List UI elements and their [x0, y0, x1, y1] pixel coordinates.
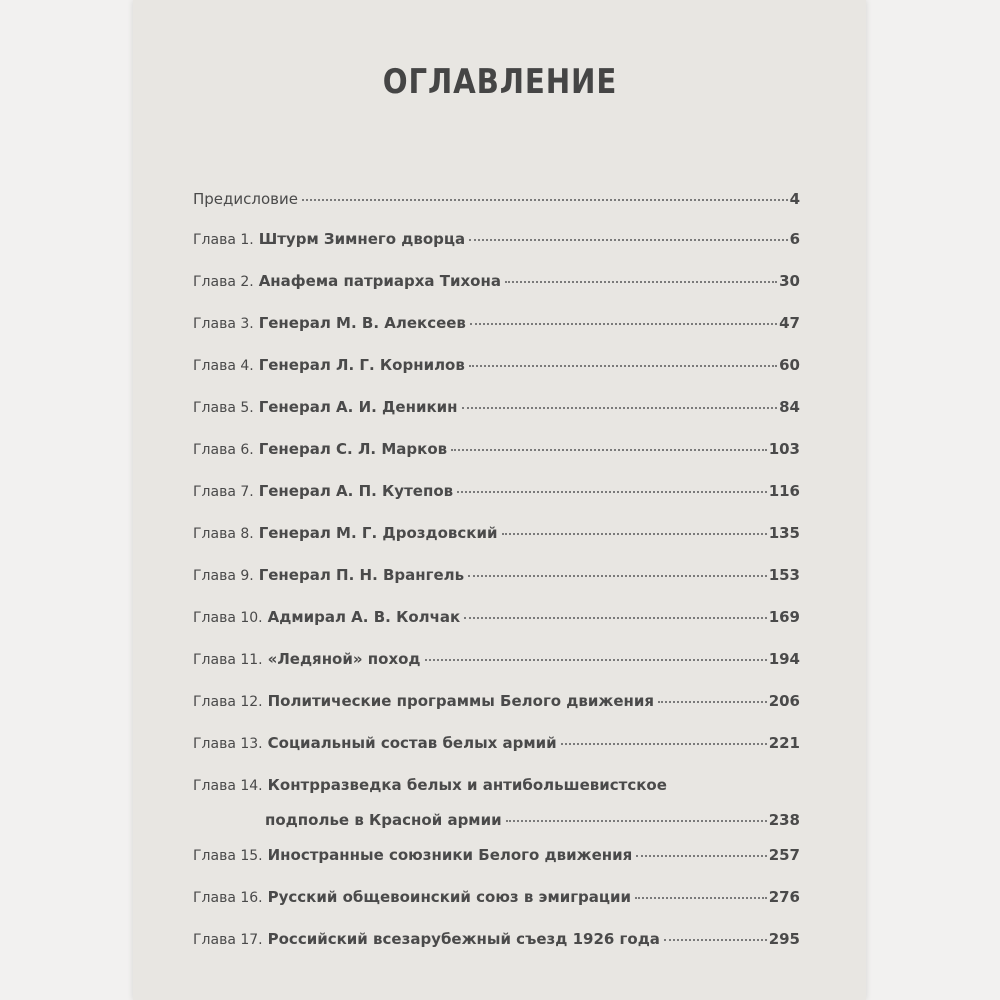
chapter-label: Глава 8.	[193, 526, 254, 542]
dot-leader	[470, 322, 777, 325]
page-number: 4	[789, 190, 800, 208]
toc-entry-chapter-1	[193, 230, 800, 252]
dot-leader	[561, 742, 767, 745]
toc-entry-chapter-15	[193, 846, 800, 868]
page-number: 221	[768, 734, 800, 752]
page-number: 135	[768, 524, 800, 542]
toc-entry-chapter-17	[193, 930, 800, 952]
dot-leader	[658, 700, 767, 703]
chapter-label: Глава 10.	[193, 610, 263, 626]
dot-leader	[502, 532, 767, 535]
entry-title: Анафема патриарха Тихона	[258, 272, 501, 290]
toc-entry-chapter-4	[193, 356, 800, 378]
entry-title: «Ледяной» поход	[267, 650, 421, 668]
page-number: 6	[789, 230, 800, 248]
entry-title: Штурм Зимнего дворца	[258, 230, 466, 248]
entry-title: Генерал Л. Г. Корнилов	[258, 356, 465, 374]
dot-leader	[636, 854, 766, 857]
dot-leader	[464, 616, 766, 619]
entry-title: Генерал А. П. Кутепов	[258, 482, 454, 500]
chapter-label: Глава 12.	[193, 694, 263, 710]
dot-leader	[302, 198, 788, 201]
chapter-label: Глава 7.	[193, 484, 254, 500]
dot-leader	[462, 406, 778, 409]
entry-title: Предисловие	[193, 190, 298, 208]
dot-leader	[664, 938, 767, 941]
page-number: 84	[779, 398, 800, 416]
page-number: 116	[768, 482, 800, 500]
page-title: ОГЛАВЛЕНИЕ	[382, 62, 618, 102]
entry-title: Генерал П. Н. Врангель	[258, 566, 465, 584]
dot-leader	[425, 658, 767, 661]
chapter-label: Глава 6.	[193, 442, 254, 458]
chapter-label: Глава 17.	[193, 932, 263, 948]
toc-entry-chapter-6	[193, 440, 800, 462]
page-number: 60	[779, 356, 800, 374]
chapter-label: Глава 9.	[193, 568, 254, 584]
entry-title: Контрразведка белых и антибольшевистское	[267, 776, 667, 794]
page-number: 194	[768, 650, 800, 668]
chapter-label: Глава 15.	[193, 848, 263, 864]
toc-entry-chapter-2	[193, 272, 800, 294]
entry-title: Иностранные союзники Белого движения	[267, 846, 633, 864]
chapter-label: Глава 2.	[193, 274, 254, 290]
toc-entry-chapter-13	[193, 734, 800, 756]
chapter-label: Глава 13.	[193, 736, 263, 752]
toc-entry-chapter-11	[193, 650, 800, 672]
page-number: 153	[768, 566, 800, 584]
entry-title: Генерал М. Г. Дроздовский	[258, 524, 498, 542]
entry-title: Генерал С. Л. Марков	[258, 440, 448, 458]
page-number: 47	[779, 314, 800, 332]
toc-entry-chapter-8	[193, 524, 800, 546]
toc-entry-preface	[193, 190, 800, 212]
chapter-label: Глава 4.	[193, 358, 254, 374]
chapter-label: Глава 5.	[193, 400, 254, 416]
entry-title: Адмирал А. В. Колчак	[267, 608, 461, 626]
chapter-label: Глава 14.	[193, 778, 263, 794]
entry-title: Русский общевоинский союз в эмиграции	[267, 888, 632, 906]
toc-entry-chapter-14	[193, 776, 800, 833]
dot-leader	[635, 896, 767, 899]
toc-entry-chapter-12	[193, 692, 800, 714]
page-number: 238	[768, 811, 800, 829]
entry-title: Политические программы Белого движения	[267, 692, 655, 710]
page-number: 257	[768, 846, 800, 864]
dot-leader	[451, 448, 767, 451]
dot-leader	[468, 574, 767, 577]
entry-title-continuation: подполье в Красной армии	[265, 811, 502, 829]
chapter-label: Глава 1.	[193, 232, 254, 248]
page-number: 276	[768, 888, 800, 906]
toc-entry-chapter-3	[193, 314, 800, 336]
toc-entry-chapter-9	[193, 566, 800, 588]
dot-leader	[505, 280, 777, 283]
page-number: 295	[768, 930, 800, 948]
chapter-label: Глава 16.	[193, 890, 263, 906]
page-number: 30	[779, 272, 800, 290]
page-number: 206	[768, 692, 800, 710]
chapter-label: Глава 11.	[193, 652, 263, 668]
toc-entry-chapter-5	[193, 398, 800, 420]
toc-entry-chapter-16	[193, 888, 800, 910]
page-number: 169	[768, 608, 800, 626]
dot-leader	[506, 819, 767, 822]
toc-entry-chapter-10	[193, 608, 800, 630]
dot-leader	[469, 364, 777, 367]
toc-entry-chapter-7	[193, 482, 800, 504]
entry-title: Социальный состав белых армий	[267, 734, 557, 752]
entry-title: Генерал М. В. Алексеев	[258, 314, 466, 332]
dot-leader	[457, 490, 767, 493]
entry-title: Генерал А. И. Деникин	[258, 398, 458, 416]
entry-title: Российский всезарубежный съезд 1926 года	[267, 930, 660, 948]
chapter-label: Глава 3.	[193, 316, 254, 332]
dot-leader	[469, 238, 787, 241]
page-number: 103	[768, 440, 800, 458]
